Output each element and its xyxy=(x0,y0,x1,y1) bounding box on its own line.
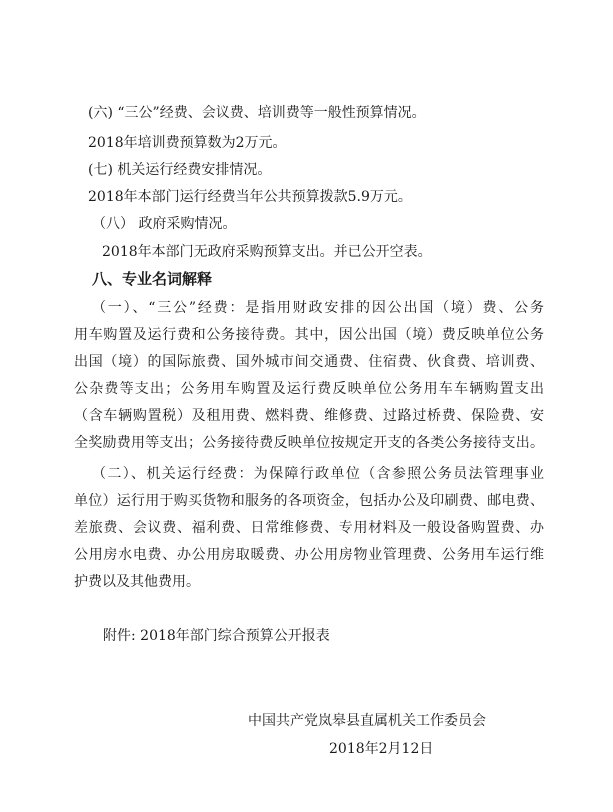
section-7-heading: (七) 机关运行经费安排情况。 xyxy=(88,162,272,178)
section-6-body: 2018年培训费预算数为2万元。 xyxy=(88,135,287,151)
term2-line-1: （二）、机关运行经费：为保障行政单位（含参照公务员法管理事业 xyxy=(92,466,544,482)
term1-line-3: 出国（境）的国际旅费、国外城市间交通费、住宿费、伙食费、培训费、 xyxy=(74,354,544,370)
term2-line-3: 差旅费、会议费、福利费、日常维修费、专用材料及一般设备购置费、办 xyxy=(74,520,544,536)
section-6-heading: (六) “三公”经费、会议费、培训费等一般性预算情况。 xyxy=(88,105,426,121)
term2-line-4: 公用房水电费、办公用房取暖费、办公用房物业管理费、公务用车运行维 xyxy=(74,547,544,563)
attachment-note: 附件: 2018年部门综合预算公开报表 xyxy=(103,628,330,644)
term1-line-4: 公杂费等支出；公务用车购置及运行费反映单位公务用车车辆购置支出 xyxy=(74,381,544,397)
term1-line-1: （一）、“三公”经费：是指用财政安排的因公出国（境）费、公务 xyxy=(92,300,544,316)
section-7-body: 2018年本部门运行经费当年公共预算拨款5.9万元。 xyxy=(88,189,412,205)
term2-line-2: 单位）运行用于购买货物和服务的各项资金，包括办公及印刷费、邮电费、 xyxy=(74,493,544,509)
signature-date: 2018年2月12日 xyxy=(329,741,434,757)
signature-org: 中国共产党岚皋县直属机关工作委员会 xyxy=(248,713,486,729)
section-8-heading: （八） 政府采购情况。 xyxy=(92,216,237,232)
section-title-terms: 八、专业名词解释 xyxy=(92,270,213,288)
term2-line-5: 护费以及其他费用。 xyxy=(74,574,200,590)
term1-line-2: 用车购置及运行费和公务接待费。其中，因公出国（境）费反映单位公务 xyxy=(74,327,544,343)
term1-line-6: 全奖励费用等支出；公务接待费反映单位按规定开支的各类公务接待支出。 xyxy=(74,435,544,451)
term1-line-5: （含车辆购置税）及租用费、燃料费、维修费、过路过桥费、保险费、安 xyxy=(74,408,544,424)
section-8-body: 2018年本部门无政府采购预算支出。并已公开空表。 xyxy=(102,244,432,260)
